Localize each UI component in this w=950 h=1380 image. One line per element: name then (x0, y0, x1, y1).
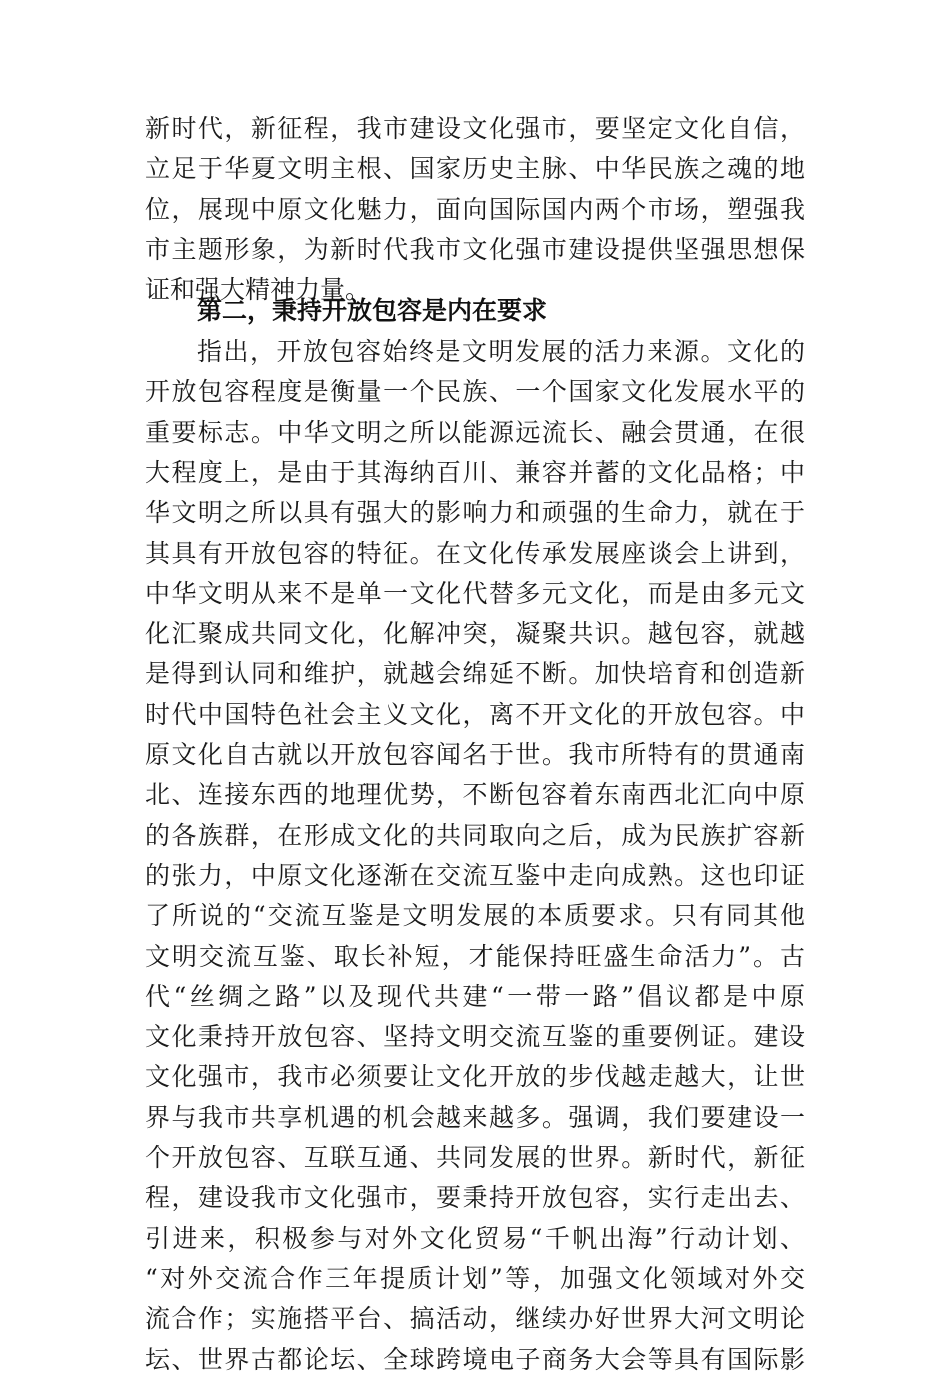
text-line: 位，展现中原文化魅力，面向国际国内两个市场，塑强我 (145, 195, 805, 224)
text-line: 是得到认同和维护，就越会绵延不断。加快培育和创造新 (145, 659, 805, 688)
text-line: 程，建设我市文化强市，要秉持开放包容，实行走出去、 (145, 1183, 805, 1212)
text-line: 文明交流互鉴、取长补短，才能保持旺盛生命活力”。古 (145, 942, 805, 971)
text-line: 化汇聚成共同文化，化解冲突，凝聚共识。越包容，就越 (145, 619, 805, 648)
text-line: 华文明之所以具有强大的影响力和顽强的生命力，就在于 (145, 498, 805, 527)
text-line: 新时代，新征程，我市建设文化强市，要坚定文化自信， (145, 114, 805, 143)
text-line: 文化强市，我市必须要让文化开放的步伐越走越大，让世 (145, 1062, 805, 1091)
text-line: “对外交流合作三年提质计划”等，加强文化领域对外交 (145, 1264, 805, 1293)
text-line: 原文化自古就以开放包容闻名于世。我市所特有的贯通南 (145, 740, 805, 769)
text-line: 证和强大精神力量。 (145, 275, 371, 304)
text-line: 流合作；实施搭平台、搞活动，继续办好世界大河文明论 (145, 1304, 805, 1333)
text-line: 指出，开放包容始终是文明发展的活力来源。文化的 (197, 337, 805, 366)
text-line: 的各族群，在形成文化的共同取向之后，成为民族扩容新 (145, 821, 805, 850)
text-line: 的张力，中原文化逐渐在交流互鉴中走向成熟。这也印证 (145, 861, 805, 890)
text-line: 大程度上，是由于其海纳百川、兼容并蓄的文化品格；中 (145, 458, 805, 487)
text-line: 其具有开放包容的特征。在文化传承发展座谈会上讲到， (145, 539, 805, 568)
text-line: 代“丝绸之路”以及现代共建“一带一路”倡议都是中原 (145, 982, 805, 1011)
text-line: 界与我市共享机遇的机会越来越多。强调，我们要建设一 (145, 1103, 805, 1132)
text-line: 个开放包容、互联互通、共同发展的世界。新时代，新征 (145, 1143, 805, 1172)
text-line: 开放包容程度是衡量一个民族、一个国家文化发展水平的 (145, 377, 805, 406)
text-line: 了所说的“交流互鉴是文明发展的本质要求。只有同其他 (145, 901, 805, 930)
text-line: 引进来，积极参与对外文化贸易“千帆出海”行动计划、 (145, 1224, 805, 1253)
text-line: 立足于华夏文明主根、国家历史主脉、中华民族之魂的地 (145, 154, 805, 183)
text-line: 时代中国特色社会主义文化，离不开文化的开放包容。中 (145, 700, 805, 729)
text-line: 坛、世界古都论坛、全球跨境电子商务大会等具有国际影 (145, 1345, 805, 1374)
text-line: 中华文明从来不是单一文化代替多元文化，而是由多元文 (145, 579, 805, 608)
text-line: 市主题形象，为新时代我市文化强市建设提供坚强思想保 (145, 235, 805, 264)
text-line: 北、连接东西的地理优势，不断包容着东南西北汇向中原 (145, 780, 805, 809)
text-line: 文化秉持开放包容、坚持文明交流互鉴的重要例证。建设 (145, 1022, 805, 1051)
text-line: 重要标志。中华文明之所以能源远流长、融会贯通，在很 (145, 418, 805, 447)
section-heading: 第二，秉持开放包容是内在要求 (197, 296, 548, 325)
